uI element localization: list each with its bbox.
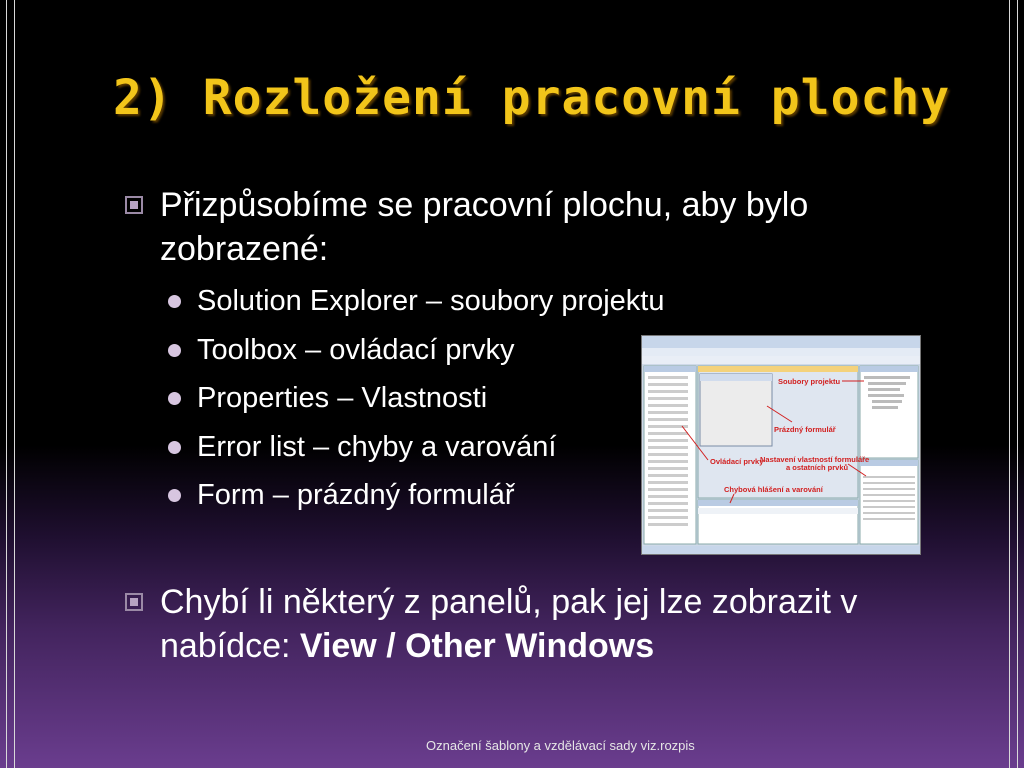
- svg-text:a ostatních prvků: a ostatních prvků: [786, 463, 849, 472]
- bullet-1-text: Přizpůsobíme se pracovní plochu, aby bylo zobrazené:: [160, 186, 809, 268]
- left-edge-line-inner: [14, 0, 15, 768]
- right-edge-line-inner: [1009, 0, 1010, 768]
- left-edge-line: [6, 0, 7, 768]
- square-bullet-icon: [125, 196, 143, 214]
- round-bullet-icon: [168, 489, 181, 502]
- right-edge-line: [1017, 0, 1018, 768]
- subitem-toolbox: Toolbox – ovládací prvky: [168, 332, 515, 368]
- bullet-1: [125, 183, 975, 271]
- svg-text:Nastavení vlastností formuláře: Nastavení vlastností formuláře: [760, 455, 870, 464]
- subitem-properties: Properties – Vlastnosti: [168, 380, 487, 416]
- subitem-error-list: Error list – chyby a varování: [168, 429, 556, 465]
- square-bullet-icon: [125, 593, 143, 611]
- svg-text:Soubory projektu: Soubory projektu: [778, 377, 841, 386]
- bullet-2-text: Chybí li některý z panelů, pak jej lze zobrazit v nabídce:: [160, 583, 858, 665]
- slide-title: 2) Rozložení pracovní plochy: [113, 70, 951, 126]
- bullet-2-bold: View / Other Windows: [299, 627, 655, 665]
- round-bullet-icon: [168, 392, 181, 405]
- subitem-form: Form – prázdný formulář: [168, 477, 515, 513]
- svg-text:Chybová hlášení a varování: Chybová hlášení a varování: [724, 485, 823, 494]
- bullet-2: [125, 580, 975, 668]
- round-bullet-icon: [168, 295, 181, 308]
- ide-screenshot: [641, 335, 921, 555]
- ide-screenshot-drawing: [642, 336, 920, 554]
- svg-text:Prázdný formulář: Prázdný formulář: [774, 425, 836, 434]
- footer-note: Označení šablony a vzdělávací sady viz.rozpis: [426, 738, 695, 753]
- round-bullet-icon: [168, 344, 181, 357]
- round-bullet-icon: [168, 441, 181, 454]
- svg-text:Ovládací prvky: Ovládací prvky: [710, 457, 764, 466]
- subitem-solution-explorer: Solution Explorer – soubory projektu: [168, 283, 664, 319]
